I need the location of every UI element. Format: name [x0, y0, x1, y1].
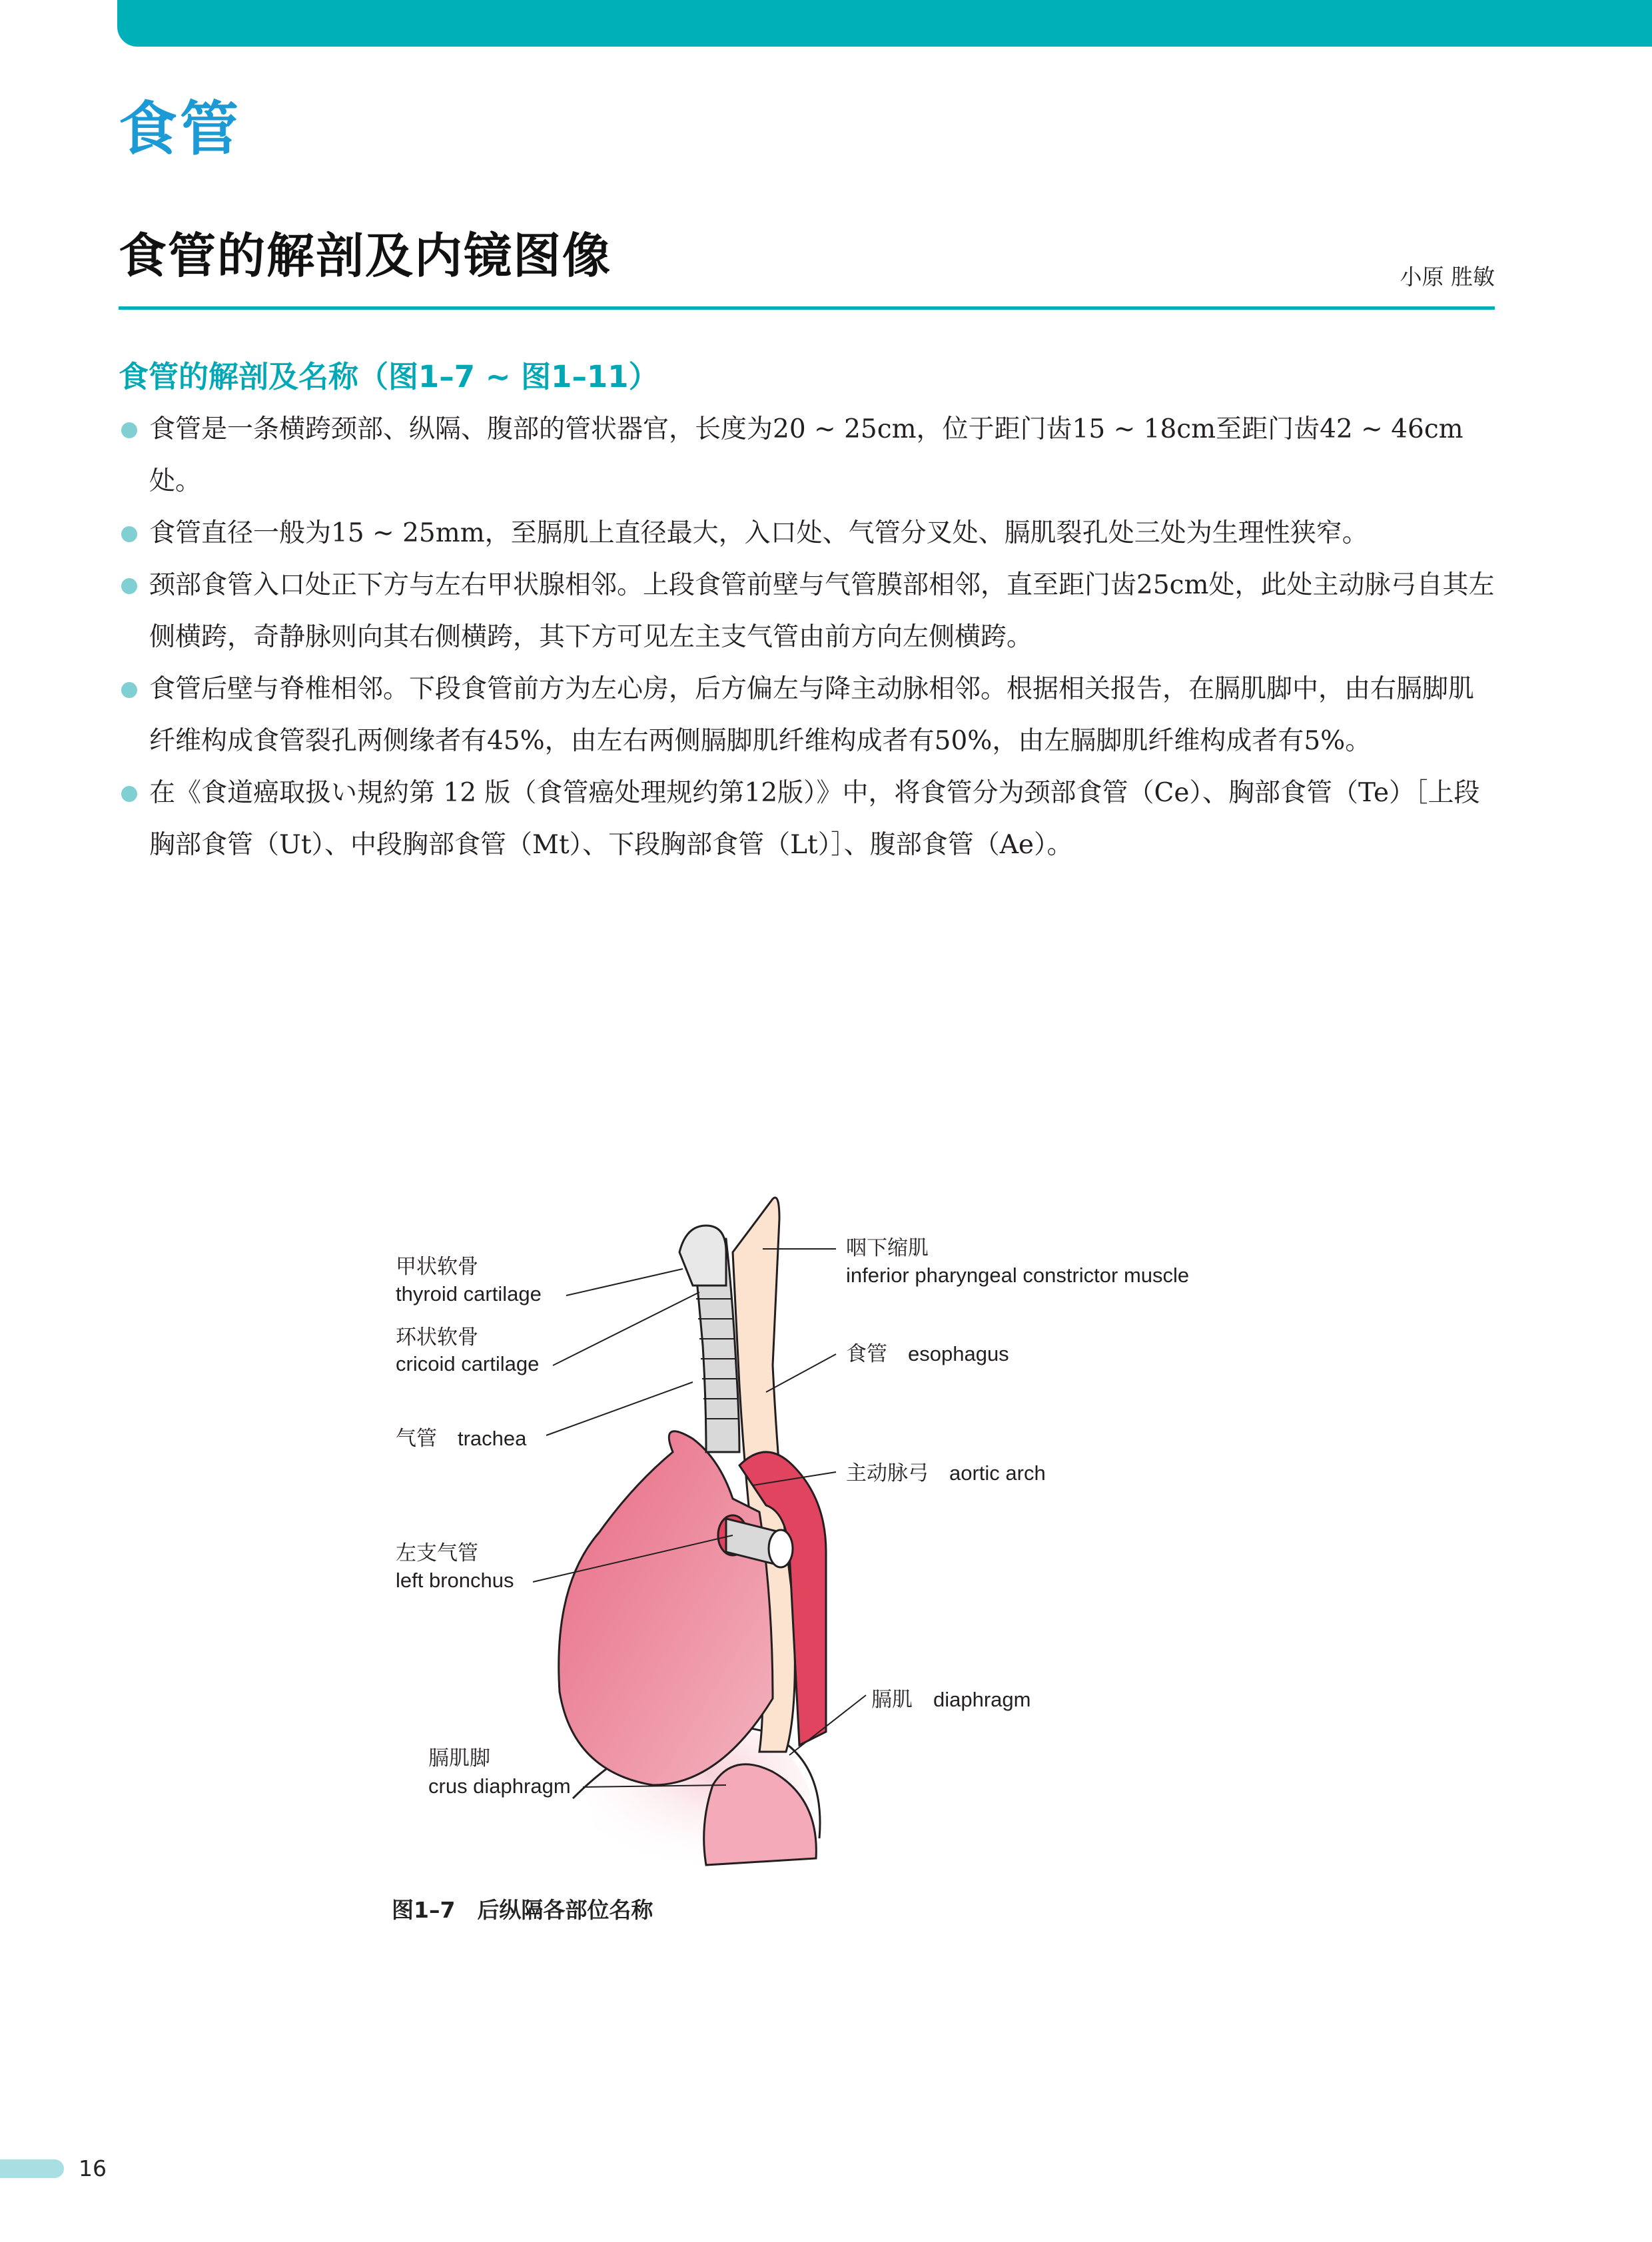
page-tab — [0, 2159, 64, 2178]
heart-shape — [559, 1431, 773, 1785]
thyroid-cartilage-shape — [679, 1226, 726, 1286]
label-pharyngeal-zh: 咽下缩肌 — [846, 1236, 929, 1260]
chapter-title: 食管 — [119, 95, 242, 163]
label-cricoid-zh: 环状软骨 — [396, 1325, 478, 1349]
label-bronchus-zh: 左支气管 — [396, 1541, 478, 1565]
label-esophagus: 食管 esophagus — [846, 1342, 1009, 1365]
section-title: 食管的解剖及内镜图像 — [119, 228, 612, 284]
bullet-text: 食管是一条横跨颈部、纵隔、腹部的管状器官，长度为20 ~ 25cm，位于距门齿15 ~ 18cm至距门齿42 ~ 46cm处。 — [149, 414, 1463, 496]
page-number: 16 — [79, 2155, 107, 2181]
label-crus-en: crus diaphragm — [428, 1774, 571, 1798]
figure-caption: 图1–7 后纵隔各部位名称 — [392, 1897, 653, 1923]
author-name: 小原 胜敏 — [1400, 264, 1495, 290]
bullet-text: 食管后壁与脊椎相邻。下段食管前方为左心房，后方偏左与降主动脉相邻。根据相关报告，在膈肌脚中，由右膈脚肌纤维构成食管裂孔两侧缘者有45%，由左右两侧膈脚肌纤维构成者有50%，由左膈脚肌纤维构成者有5%。 — [149, 674, 1475, 756]
label-aortic-arch: 主动脉弓 aortic arch — [846, 1461, 1046, 1485]
bullet-text: 食管直径一般为15 ~ 25mm，至膈肌上直径最大，入口处、气管分叉处、膈肌裂孔处三处为生理性狭窄。 — [149, 518, 1368, 548]
label-trachea: 气管 trachea — [396, 1427, 527, 1450]
label-bronchus-en: left bronchus — [396, 1569, 514, 1592]
bullet-text: 颈部食管入口处正下方与左右甲状腺相邻。上段食管前壁与气管膜部相邻，直至距门齿25cm处，此处主动脉弓自其左侧横跨，奇静脉则向其右侧横跨，其下方可见左主支气管由前方向左侧横跨。 — [149, 570, 1495, 652]
subsection-title: 食管的解剖及名称（图1–7 ~ 图1–11） — [119, 359, 659, 394]
bullet-text: 在《食道癌取扱い規約第 12 版（食管癌处理规约第12版）》中，将食管分为颈部食管（Ce）、胸部食管（Te）［上段胸部食管（Ut）、中段胸部食管（Mt）、下段胸部食管（Lt）］、腹部食管（Ae）。 — [149, 778, 1480, 860]
label-thyroid-zh: 甲状软骨 — [396, 1255, 478, 1278]
label-diaphragm: 膈肌 diaphragm — [871, 1688, 1031, 1711]
label-crus-zh: 膈肌脚 — [428, 1746, 490, 1770]
label-thyroid-en: thyroid cartilage — [396, 1282, 542, 1306]
label-pharyngeal-en: inferior pharyngeal constrictor muscle — [846, 1264, 1190, 1287]
label-cricoid-en: cricoid cartilage — [396, 1352, 540, 1375]
